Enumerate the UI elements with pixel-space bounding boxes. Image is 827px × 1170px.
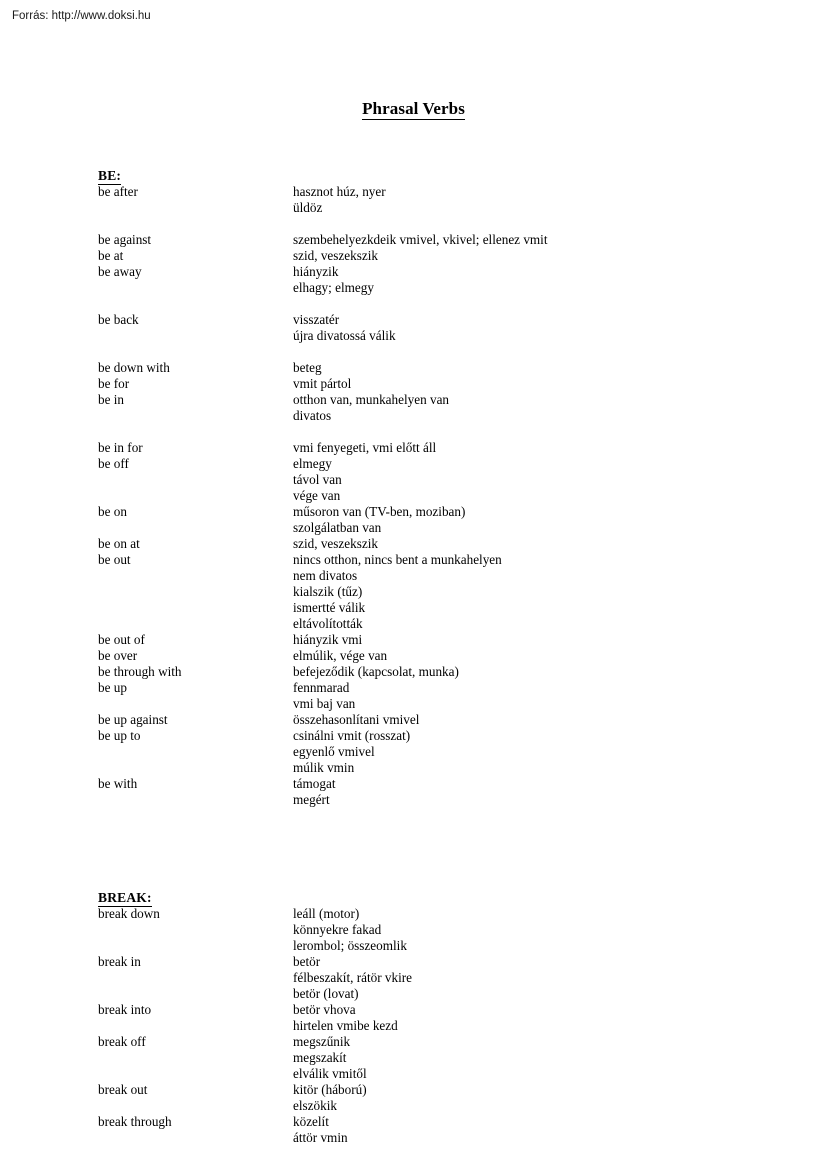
glossary-row (98, 552, 758, 568)
translation-gloss: betör (293, 954, 321, 969)
section-heading (98, 168, 758, 184)
glossary-row (98, 520, 758, 536)
translation-gloss: elhagy; elmegy (293, 280, 374, 295)
translation-gloss: betör vhova (293, 1002, 356, 1017)
phrasal-verb-term: be away (98, 264, 142, 279)
translation-gloss: beteg (293, 360, 322, 375)
translation-gloss: divatos (293, 408, 332, 423)
glossary-row (98, 1114, 758, 1130)
glossary-row (98, 1034, 758, 1050)
translation-gloss: nem divatos (293, 568, 358, 583)
glossary-row (98, 664, 758, 680)
phrasal-verb-term: be on (98, 504, 127, 519)
phrasal-verb-term: be off (98, 456, 129, 471)
glossary-row (98, 600, 758, 616)
translation-gloss: otthon van, munkahelyen van (293, 392, 450, 407)
glossary-row (98, 200, 758, 216)
translation-gloss: újra divatossá válik (293, 328, 396, 343)
glossary-row (98, 280, 758, 296)
translation-gloss: elválik vmitől (293, 1066, 367, 1081)
glossary-row (98, 472, 758, 488)
glossary-row (98, 184, 758, 200)
glossary-row (98, 1050, 758, 1066)
phrasal-verb-term: be after (98, 184, 138, 199)
glossary-row (98, 616, 758, 632)
glossary-row (98, 954, 758, 970)
translation-gloss: egyenlő vmivel (293, 744, 375, 759)
glossary-row (98, 328, 758, 344)
translation-gloss: szid, veszekszik (293, 248, 378, 263)
glossary-row (98, 536, 758, 552)
phrasal-verb-term: be out (98, 552, 131, 567)
translation-gloss: szembehelyezkdeik vmivel, vkivel; ellenez vmit (293, 232, 548, 247)
glossary-row (98, 906, 758, 922)
translation-gloss: megért (293, 792, 330, 807)
glossary-row (98, 632, 758, 648)
glossary-row (98, 776, 758, 792)
phrasal-verb-term: break out (98, 1082, 148, 1097)
glossary-row (98, 760, 758, 776)
glossary-row (98, 392, 758, 408)
phrasal-verb-term: break off (98, 1034, 146, 1049)
phrasal-verb-term: be back (98, 312, 139, 327)
phrasal-verb-term: be on at (98, 536, 140, 551)
section-heading-text: BE: (98, 168, 122, 183)
glossary-row (98, 568, 758, 584)
glossary-row (98, 248, 758, 264)
glossary-row (98, 440, 758, 456)
translation-gloss: hasznot húz, nyer (293, 184, 386, 199)
phrasal-verb-term: break in (98, 954, 141, 969)
blank-line (98, 216, 758, 232)
translation-gloss: betör (lovat) (293, 986, 359, 1001)
glossary-row (98, 408, 758, 424)
source-url-header: Forrás: http://www.doksi.hu (12, 10, 151, 22)
translation-gloss: ismertté válik (293, 600, 366, 615)
phrasal-verb-term: be at (98, 248, 124, 263)
phrasal-verb-term: be up to (98, 728, 141, 743)
translation-gloss: fennmarad (293, 680, 350, 695)
section-heading-text: BREAK: (98, 890, 152, 905)
translation-gloss: múlik vmin (293, 760, 355, 775)
translation-gloss: vmit pártol (293, 376, 352, 391)
translation-gloss: elmúlik, vége van (293, 648, 388, 663)
page-title-text: Phrasal Verbs (362, 99, 465, 118)
phrasal-verb-term: break into (98, 1002, 152, 1017)
translation-gloss: kialszik (tűz) (293, 584, 363, 599)
sections-root (98, 168, 758, 1146)
glossary-row (98, 360, 758, 376)
translation-gloss: üldöz (293, 200, 323, 215)
glossary-row (98, 696, 758, 712)
translation-gloss: áttör vmin (293, 1130, 348, 1145)
glossary-row (98, 456, 758, 472)
glossary-row (98, 648, 758, 664)
glossary-row (98, 312, 758, 328)
entry-list (98, 906, 758, 1146)
translation-gloss: távol van (293, 472, 342, 487)
glossary-row (98, 1066, 758, 1082)
translation-gloss: szolgálatban van (293, 520, 382, 535)
phrasal-verb-term: be against (98, 232, 152, 247)
translation-gloss: megszakít (293, 1050, 347, 1065)
translation-gloss: befejeződik (kapcsolat, munka) (293, 664, 459, 679)
glossary-row (98, 744, 758, 760)
glossary-row (98, 986, 758, 1002)
translation-gloss: csinálni vmit (rosszat) (293, 728, 411, 743)
translation-gloss: közelít (293, 1114, 329, 1129)
glossary-row (98, 680, 758, 696)
phrasal-verb-term: be out of (98, 632, 145, 647)
phrasal-verb-term: be through with (98, 664, 182, 679)
glossary-row (98, 376, 758, 392)
section-heading (98, 890, 758, 906)
translation-gloss: leáll (motor) (293, 906, 360, 921)
glossary-row (98, 584, 758, 600)
translation-gloss: félbeszakít, rátör vkire (293, 970, 412, 985)
blank-line (98, 424, 758, 440)
translation-gloss: támogat (293, 776, 336, 791)
glossary-row (98, 792, 758, 808)
glossary-row (98, 1130, 758, 1146)
translation-gloss: nincs otthon, nincs bent a munkahelyen (293, 552, 502, 567)
phrasal-verb-term: be with (98, 776, 138, 791)
phrasal-verb-term: be for (98, 376, 130, 391)
translation-gloss: kitör (háború) (293, 1082, 367, 1097)
phrasal-verb-term: break through (98, 1114, 172, 1129)
glossary-row (98, 728, 758, 744)
translation-gloss: megszűnik (293, 1034, 351, 1049)
blank-line (98, 344, 758, 360)
translation-gloss: szid, veszekszik (293, 536, 378, 551)
phrasal-verb-term: break down (98, 906, 160, 921)
glossary-row (98, 712, 758, 728)
glossary-row (98, 1082, 758, 1098)
glossary-row (98, 970, 758, 986)
blank-line (98, 296, 758, 312)
translation-gloss: összehasonlítani vmivel (293, 712, 420, 727)
glossary-row (98, 1098, 758, 1114)
glossary-content (98, 168, 758, 1146)
phrasal-verb-term: be in (98, 392, 125, 407)
glossary-row (98, 1002, 758, 1018)
translation-gloss: hiányzik vmi (293, 632, 363, 647)
translation-gloss: visszatér (293, 312, 340, 327)
translation-gloss: hiányzik (293, 264, 339, 279)
translation-gloss: elszökik (293, 1098, 337, 1113)
glossary-row (98, 1018, 758, 1034)
phrasal-verb-term: be over (98, 648, 138, 663)
glossary-row (98, 922, 758, 938)
translation-gloss: könnyekre fakad (293, 922, 382, 937)
glossary-row (98, 488, 758, 504)
phrasal-verb-term: be up (98, 680, 127, 695)
glossary-row (98, 504, 758, 520)
translation-gloss: műsoron van (TV-ben, moziban) (293, 504, 466, 519)
phrasal-verb-term: be down with (98, 360, 170, 375)
glossary-row (98, 938, 758, 954)
translation-gloss: vége van (293, 488, 341, 503)
section-gap (98, 808, 758, 890)
translation-gloss: elmegy (293, 456, 332, 471)
translation-gloss: hirtelen vmibe kezd (293, 1018, 398, 1033)
entry-list (98, 184, 758, 808)
translation-gloss: lerombol; összeomlik (293, 938, 407, 953)
translation-gloss: vmi fenyegeti, vmi előtt áll (293, 440, 437, 455)
phrasal-verb-term: be in for (98, 440, 143, 455)
phrasal-verb-term: be up against (98, 712, 168, 727)
glossary-row (98, 232, 758, 248)
translation-gloss: vmi baj van (293, 696, 356, 711)
translation-gloss: eltávolították (293, 616, 363, 631)
page-title (0, 99, 827, 119)
glossary-row (98, 264, 758, 280)
